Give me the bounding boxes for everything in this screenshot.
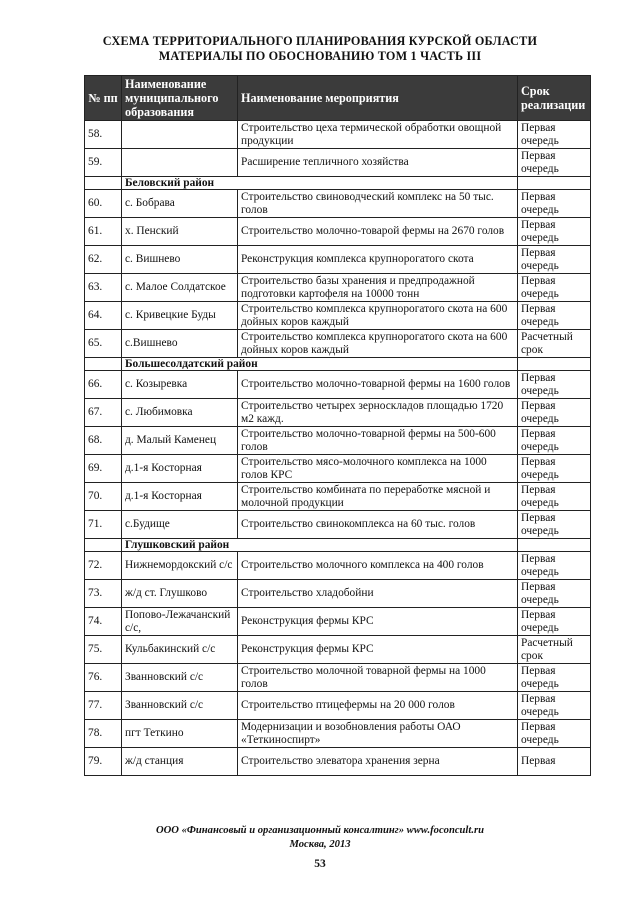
section-empty-cell: [518, 177, 591, 190]
heading-line-2: МАТЕРИАЛЫ ПО ОБОСНОВАНИЮ ТОМ 1 ЧАСТЬ III: [158, 49, 482, 63]
term-cell: Первая очередь: [518, 608, 591, 636]
table-row: [85, 692, 591, 720]
activity-cell: Строительство мясо-молочного комплекса на 1000 голов КРС: [238, 455, 518, 483]
column-header-num: № пп: [85, 76, 122, 121]
table-row: [85, 511, 591, 539]
activity-cell: Реконструкция фермы КРС: [238, 636, 518, 664]
row-number-cell: 59.: [85, 149, 122, 177]
table-row: [85, 455, 591, 483]
table-row: [85, 664, 591, 692]
activity-cell: Строительство хладобойни: [238, 580, 518, 608]
row-number-cell: 62.: [85, 246, 122, 274]
activity-cell: Строительство свинокомплекса на 60 тыс. голов: [238, 511, 518, 539]
activity-cell: Строительство птицефермы на 20 000 голов: [238, 692, 518, 720]
column-header-municipality: Наименование муниципального образования: [122, 76, 238, 121]
term-cell: Первая очередь: [518, 190, 591, 218]
heading-line-1: СХЕМА ТЕРРИТОРИАЛЬНОГО ПЛАНИРОВАНИЯ КУРСКОЙ ОБЛАСТИ: [102, 34, 538, 48]
activity-cell: Расширение тепличного хозяйства: [238, 149, 518, 177]
section-empty-cell: [85, 358, 122, 371]
section-empty-cell: [85, 177, 122, 190]
municipality-cell: с. Козыревка: [122, 371, 238, 399]
municipality-cell: д.1-я Косторная: [122, 483, 238, 511]
table-body: [85, 121, 591, 776]
activity-cell: Строительство свиноводческий комплекс на 50 тыс. голов: [238, 190, 518, 218]
term-cell: Первая очередь: [518, 692, 591, 720]
municipality-cell: х. Пенский: [122, 218, 238, 246]
term-cell: Первая очередь: [518, 246, 591, 274]
table-row: [85, 330, 591, 358]
district-section-title: Беловский район: [122, 177, 518, 190]
term-cell: Расчетный срок: [518, 636, 591, 664]
row-number-cell: 70.: [85, 483, 122, 511]
municipality-cell: [122, 149, 238, 177]
municipality-cell: ж/д ст. Глушково: [122, 580, 238, 608]
municipality-cell: Нижнемордокский с/с: [122, 552, 238, 580]
term-cell: Первая очередь: [518, 274, 591, 302]
row-number-cell: 60.: [85, 190, 122, 218]
activity-cell: Строительство молочно-товарной фермы на 1600 голов: [238, 371, 518, 399]
table-header: [85, 76, 591, 121]
municipality-cell: с. Любимовка: [122, 399, 238, 427]
activity-cell: Строительство цеха термической обработки овощной продукции: [238, 121, 518, 149]
municipality-cell: д. Малый Каменец: [122, 427, 238, 455]
table-row: [85, 552, 591, 580]
table-row: [85, 608, 591, 636]
table-row: [85, 720, 591, 748]
row-number-cell: 61.: [85, 218, 122, 246]
table-row: [85, 190, 591, 218]
column-header-activity: Наименование мероприятия: [238, 76, 518, 121]
table-row: [85, 218, 591, 246]
activity-cell: Строительство комбината по переработке мясной и молочной продукции: [238, 483, 518, 511]
table-row: [85, 427, 591, 455]
row-number-cell: 65.: [85, 330, 122, 358]
table-row: [85, 302, 591, 330]
municipality-cell: пгт Теткино: [122, 720, 238, 748]
municipality-cell: с. Вишнево: [122, 246, 238, 274]
term-cell: Первая очередь: [518, 218, 591, 246]
table-row: [85, 274, 591, 302]
footer-company: ООО «Финансовый и организационный консалтинг» www.foconcult.ru: [156, 825, 484, 836]
row-number-cell: 78.: [85, 720, 122, 748]
row-number-cell: 75.: [85, 636, 122, 664]
district-section-row: [85, 177, 591, 190]
term-cell: Расчетный срок: [518, 330, 591, 358]
municipality-cell: Званновский с/с: [122, 664, 238, 692]
row-number-cell: 71.: [85, 511, 122, 539]
term-cell: Первая очередь: [518, 511, 591, 539]
activity-cell: Модернизации и возобновления работы ОАО «Теткиноспирт»: [238, 720, 518, 748]
activity-cell: Строительство комплекса крупнорогатого скота на 600 дойных коров каждый: [238, 302, 518, 330]
table-row: [85, 580, 591, 608]
municipality-cell: с. Малое Солдатское: [122, 274, 238, 302]
row-number-cell: 58.: [85, 121, 122, 149]
activity-cell: Строительство базы хранения и предпродажной подготовки картофеля на 10000 тонн: [238, 274, 518, 302]
term-cell: Первая очередь: [518, 302, 591, 330]
municipality-cell: с.Вишнево: [122, 330, 238, 358]
row-number-cell: 69.: [85, 455, 122, 483]
table-row: [85, 399, 591, 427]
term-cell: Первая очередь: [518, 149, 591, 177]
row-number-cell: 68.: [85, 427, 122, 455]
district-section-row: [85, 539, 591, 552]
municipality-cell: ж/д станция: [122, 748, 238, 776]
section-empty-cell: [518, 539, 591, 552]
activity-cell: Строительство молочной товарной фермы на 1000 голов: [238, 664, 518, 692]
activities-table: [84, 75, 591, 776]
row-number-cell: 76.: [85, 664, 122, 692]
term-cell: Первая очередь: [518, 483, 591, 511]
activity-cell: Строительство молочного комплекса на 400 голов: [238, 552, 518, 580]
municipality-cell: [122, 121, 238, 149]
district-section-title: Глушковский район: [122, 539, 518, 552]
activity-cell: Строительство элеватора хранения зерна: [238, 748, 518, 776]
row-number-cell: 66.: [85, 371, 122, 399]
column-header-term: Срок реализации: [518, 76, 591, 121]
term-cell: Первая очередь: [518, 720, 591, 748]
municipality-cell: Попово-Лежачанский с/с,: [122, 608, 238, 636]
row-number-cell: 73.: [85, 580, 122, 608]
district-section-row: [85, 358, 591, 371]
table-row: [85, 748, 591, 776]
table-row: [85, 371, 591, 399]
municipality-cell: Званновский с/с: [122, 692, 238, 720]
term-cell: Первая очередь: [518, 455, 591, 483]
footer-city-year: Москва, 2013: [289, 839, 351, 850]
term-cell: Первая очередь: [518, 664, 591, 692]
table-row: [85, 246, 591, 274]
municipality-cell: с. Бобрава: [122, 190, 238, 218]
page-number: 53: [314, 858, 326, 870]
activity-cell: Реконструкция фермы КРС: [238, 608, 518, 636]
municipality-cell: с.Будище: [122, 511, 238, 539]
term-cell: Первая очередь: [518, 552, 591, 580]
term-cell: Первая очередь: [518, 399, 591, 427]
table-row: [85, 121, 591, 149]
term-cell: Первая очередь: [518, 427, 591, 455]
section-empty-cell: [518, 358, 591, 371]
row-number-cell: 67.: [85, 399, 122, 427]
row-number-cell: 72.: [85, 552, 122, 580]
row-number-cell: 64.: [85, 302, 122, 330]
row-number-cell: 77.: [85, 692, 122, 720]
row-number-cell: 79.: [85, 748, 122, 776]
activity-cell: Строительство комплекса крупнорогатого скота на 600 дойных коров каждый: [238, 330, 518, 358]
activity-cell: Строительство четырех зерноскладов площадью 1720 м2 кажд.: [238, 399, 518, 427]
district-section-title: Большесолдатский район: [122, 358, 518, 371]
table-row: [85, 483, 591, 511]
row-number-cell: 63.: [85, 274, 122, 302]
term-cell: Первая очередь: [518, 371, 591, 399]
row-number-cell: 74.: [85, 608, 122, 636]
table-row: [85, 149, 591, 177]
activity-cell: Реконструкция комплекса крупнорогатого скота: [238, 246, 518, 274]
table-row: [85, 636, 591, 664]
term-cell: Первая очередь: [518, 580, 591, 608]
municipality-cell: д.1-я Косторная: [122, 455, 238, 483]
municipality-cell: Кульбакинский с/с: [122, 636, 238, 664]
term-cell: Первая: [518, 748, 591, 776]
activity-cell: Строительство молочно-товарной фермы на 500-600 голов: [238, 427, 518, 455]
document-heading: [0, 34, 640, 64]
term-cell: Первая очередь: [518, 121, 591, 149]
section-empty-cell: [85, 539, 122, 552]
municipality-cell: с. Кривецкие Буды: [122, 302, 238, 330]
activity-cell: Строительство молочно-товарой фермы на 2670 голов: [238, 218, 518, 246]
